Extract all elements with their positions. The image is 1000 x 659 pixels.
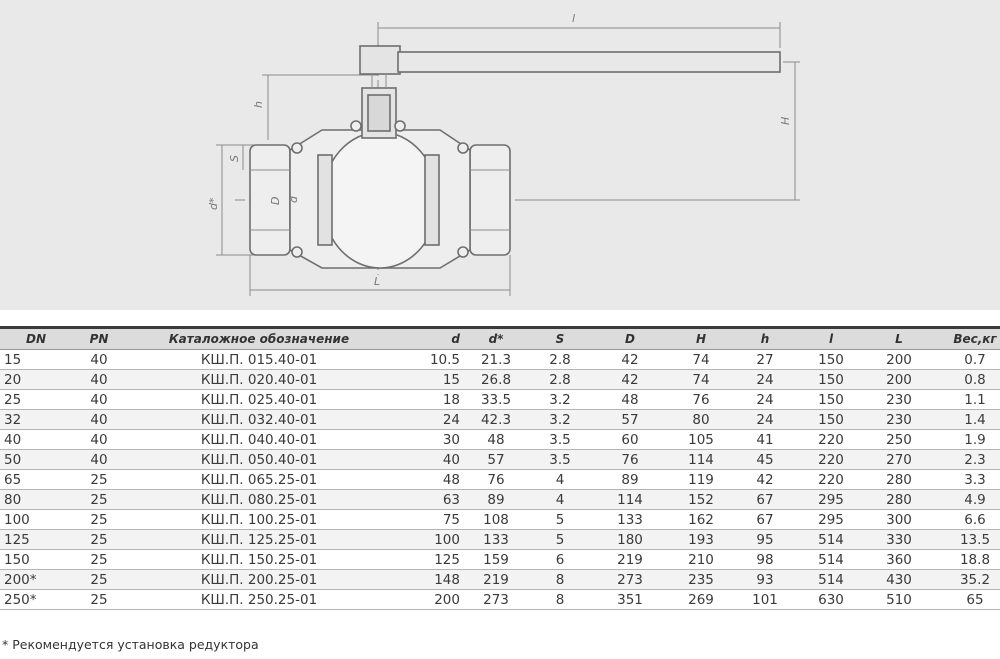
col-header-L: L — [868, 328, 930, 350]
cell-d-star: 108 — [466, 510, 526, 530]
cell-s: 3.2 — [526, 390, 594, 410]
cell-h: 67 — [736, 490, 794, 510]
cell-dn: 150 — [0, 550, 68, 570]
label-l-top: l — [572, 12, 576, 25]
cell-D: 48 — [594, 390, 666, 410]
table-row — [0, 450, 1000, 470]
cell-catalog: КШ.П. 150.25-01 — [130, 550, 388, 570]
valve-technical-drawing — [0, 0, 1000, 310]
cell-weight: 0.7 — [930, 350, 1000, 370]
cell-H: 105 — [666, 430, 736, 450]
cell-dn: 125 — [0, 530, 68, 550]
cell-pn: 40 — [68, 430, 130, 450]
label-d-star: d* — [207, 197, 220, 210]
handle-hub — [360, 46, 400, 74]
cell-weight: 1.4 — [930, 410, 1000, 430]
cell-h: 24 — [736, 390, 794, 410]
cell-weight: 4.9 — [930, 490, 1000, 510]
col-header-pn: PN — [68, 328, 130, 350]
cell-H: 80 — [666, 410, 736, 430]
body-lug-left — [351, 121, 361, 131]
cell-D: 42 — [594, 370, 666, 390]
col-header-H: H — [666, 328, 736, 350]
label-D: D — [269, 196, 282, 205]
cell-catalog: КШ.П. 050.40-01 — [130, 450, 388, 470]
cell-catalog: КШ.П. 080.25-01 — [130, 490, 388, 510]
cell-D: 273 — [594, 570, 666, 590]
ball-valve-drawing — [0, 0, 1000, 310]
cell-catalog: КШ.П. 020.40-01 — [130, 370, 388, 390]
table-body — [0, 350, 1000, 610]
col-header-h: h — [736, 328, 794, 350]
cell-catalog: КШ.П. 040.40-01 — [130, 430, 388, 450]
cell-l: 514 — [794, 530, 868, 550]
cell-dn: 200* — [0, 570, 68, 590]
cell-H: 162 — [666, 510, 736, 530]
cell-d: 15 — [388, 370, 466, 390]
cell-weight: 6.6 — [930, 510, 1000, 530]
cell-d-star: 273 — [466, 590, 526, 610]
cell-pn: 25 — [68, 570, 130, 590]
valve-ball — [322, 132, 438, 268]
cell-h: 101 — [736, 590, 794, 610]
handle-lever — [398, 52, 780, 72]
cell-pn: 40 — [68, 390, 130, 410]
cell-weight: 65 — [930, 590, 1000, 610]
cell-d: 100 — [388, 530, 466, 550]
cell-dn: 65 — [0, 470, 68, 490]
table-row — [0, 530, 1000, 550]
cell-L: 200 — [868, 350, 930, 370]
cell-l: 295 — [794, 490, 868, 510]
cell-s: 6 — [526, 550, 594, 570]
cell-pn: 25 — [68, 590, 130, 610]
cell-H: 235 — [666, 570, 736, 590]
table-row — [0, 490, 1000, 510]
footnote: * Рекомендуется установка редуктора — [2, 637, 259, 652]
cell-catalog: КШ.П. 125.25-01 — [130, 530, 388, 550]
cell-s: 8 — [526, 590, 594, 610]
cell-h: 98 — [736, 550, 794, 570]
cell-D: 133 — [594, 510, 666, 530]
cell-H: 193 — [666, 530, 736, 550]
cell-d: 10.5 — [388, 350, 466, 370]
cell-d-star: 26.8 — [466, 370, 526, 390]
cell-L: 200 — [868, 370, 930, 390]
right-seat — [425, 155, 439, 245]
cell-l: 295 — [794, 510, 868, 530]
cell-d-star: 57 — [466, 450, 526, 470]
cell-L: 270 — [868, 450, 930, 470]
cell-s: 5 — [526, 510, 594, 530]
cell-h: 41 — [736, 430, 794, 450]
cell-d: 40 — [388, 450, 466, 470]
label-S: S — [228, 155, 241, 162]
table-row — [0, 470, 1000, 490]
cell-l: 220 — [794, 470, 868, 490]
cell-H: 152 — [666, 490, 736, 510]
cell-H: 74 — [666, 350, 736, 370]
cell-d-star: 133 — [466, 530, 526, 550]
cell-catalog: КШ.П. 025.40-01 — [130, 390, 388, 410]
cell-pn: 40 — [68, 410, 130, 430]
label-H: H — [779, 116, 792, 125]
table-row — [0, 430, 1000, 450]
cell-D: 60 — [594, 430, 666, 450]
cell-D: 42 — [594, 350, 666, 370]
col-header-d: d — [388, 328, 466, 350]
cell-h: 24 — [736, 410, 794, 430]
cell-d: 125 — [388, 550, 466, 570]
cell-d-star: 76 — [466, 470, 526, 490]
cell-dn: 80 — [0, 490, 68, 510]
table-row — [0, 510, 1000, 530]
col-header-weight: Вес,кг — [930, 328, 1000, 350]
cell-L: 430 — [868, 570, 930, 590]
cell-dn: 40 — [0, 430, 68, 450]
col-header-s: S — [526, 328, 594, 350]
cell-d: 30 — [388, 430, 466, 450]
cell-d: 48 — [388, 470, 466, 490]
col-header-catalog: Каталожное обозначение — [130, 328, 388, 350]
cell-catalog: КШ.П. 200.25-01 — [130, 570, 388, 590]
table-row — [0, 410, 1000, 430]
cell-H: 269 — [666, 590, 736, 610]
cell-s: 5 — [526, 530, 594, 550]
cell-pn: 25 — [68, 490, 130, 510]
label-h: h — [252, 101, 265, 108]
stem-packing — [368, 95, 390, 131]
cell-s: 4 — [526, 490, 594, 510]
cell-l: 150 — [794, 370, 868, 390]
cell-h: 45 — [736, 450, 794, 470]
valve-spec-table — [0, 326, 1000, 610]
cell-h: 95 — [736, 530, 794, 550]
table-row — [0, 350, 1000, 370]
table-row — [0, 570, 1000, 590]
cell-pn: 40 — [68, 450, 130, 470]
cell-l: 150 — [794, 410, 868, 430]
cell-weight: 35.2 — [930, 570, 1000, 590]
cell-d-star: 89 — [466, 490, 526, 510]
cell-weight: 13.5 — [930, 530, 1000, 550]
cell-d-star: 48 — [466, 430, 526, 450]
label-L: L — [374, 275, 381, 288]
cell-dn: 32 — [0, 410, 68, 430]
cell-D: 76 — [594, 450, 666, 470]
cell-s: 3.5 — [526, 430, 594, 450]
cell-d-star: 21.3 — [466, 350, 526, 370]
cell-weight: 18.8 — [930, 550, 1000, 570]
cell-s: 4 — [526, 470, 594, 490]
cell-L: 330 — [868, 530, 930, 550]
cell-s: 2.8 — [526, 370, 594, 390]
cell-pn: 25 — [68, 510, 130, 530]
body-lug-right — [395, 121, 405, 131]
cell-h: 42 — [736, 470, 794, 490]
cell-d-star: 159 — [466, 550, 526, 570]
cell-d: 200 — [388, 590, 466, 610]
cell-H: 76 — [666, 390, 736, 410]
cell-l: 514 — [794, 550, 868, 570]
cell-L: 230 — [868, 390, 930, 410]
cell-d: 63 — [388, 490, 466, 510]
cell-weight: 0.8 — [930, 370, 1000, 390]
cell-d: 18 — [388, 390, 466, 410]
cell-D: 114 — [594, 490, 666, 510]
cell-d: 24 — [388, 410, 466, 430]
cell-l: 150 — [794, 390, 868, 410]
cell-D: 89 — [594, 470, 666, 490]
cell-d-star: 42.3 — [466, 410, 526, 430]
cell-h: 24 — [736, 370, 794, 390]
cell-weight: 3.3 — [930, 470, 1000, 490]
cell-L: 280 — [868, 470, 930, 490]
cell-l: 220 — [794, 450, 868, 470]
table-header-row — [0, 328, 1000, 350]
cell-L: 300 — [868, 510, 930, 530]
cell-D: 219 — [594, 550, 666, 570]
col-header-d-star: d* — [466, 328, 526, 350]
cell-pn: 40 — [68, 370, 130, 390]
cell-weight: 2.3 — [930, 450, 1000, 470]
cell-D: 180 — [594, 530, 666, 550]
cell-catalog: КШ.П. 250.25-01 — [130, 590, 388, 610]
cell-H: 114 — [666, 450, 736, 470]
cell-d: 148 — [388, 570, 466, 590]
weld-lug-bl — [292, 247, 302, 257]
col-header-D: D — [594, 328, 666, 350]
cell-catalog: КШ.П. 015.40-01 — [130, 350, 388, 370]
cell-l: 150 — [794, 350, 868, 370]
cell-h: 93 — [736, 570, 794, 590]
cell-dn: 25 — [0, 390, 68, 410]
cell-L: 360 — [868, 550, 930, 570]
cell-l: 514 — [794, 570, 868, 590]
cell-s: 3.2 — [526, 410, 594, 430]
cell-h: 67 — [736, 510, 794, 530]
right-pipe-end — [470, 145, 510, 255]
cell-dn: 50 — [0, 450, 68, 470]
cell-s: 2.8 — [526, 350, 594, 370]
cell-s: 8 — [526, 570, 594, 590]
cell-dn: 20 — [0, 370, 68, 390]
cell-catalog: КШ.П. 100.25-01 — [130, 510, 388, 530]
left-seat — [318, 155, 332, 245]
cell-h: 27 — [736, 350, 794, 370]
cell-L: 280 — [868, 490, 930, 510]
cell-L: 230 — [868, 410, 930, 430]
cell-d: 75 — [388, 510, 466, 530]
cell-weight: 1.9 — [930, 430, 1000, 450]
cell-l: 630 — [794, 590, 868, 610]
label-d: d — [287, 196, 300, 203]
weld-lug-tl — [292, 143, 302, 153]
cell-catalog: КШ.П. 065.25-01 — [130, 470, 388, 490]
cell-H: 119 — [666, 470, 736, 490]
cell-pn: 25 — [68, 470, 130, 490]
cell-d-star: 219 — [466, 570, 526, 590]
cell-l: 220 — [794, 430, 868, 450]
table-row — [0, 550, 1000, 570]
cell-weight: 1.1 — [930, 390, 1000, 410]
col-header-dn: DN — [0, 328, 68, 350]
cell-pn: 25 — [68, 550, 130, 570]
cell-D: 351 — [594, 590, 666, 610]
cell-s: 3.5 — [526, 450, 594, 470]
cell-catalog: КШ.П. 032.40-01 — [130, 410, 388, 430]
col-header-l: l — [794, 328, 868, 350]
table-row — [0, 390, 1000, 410]
cell-H: 210 — [666, 550, 736, 570]
weld-lug-br — [458, 247, 468, 257]
cell-d-star: 33.5 — [466, 390, 526, 410]
cell-dn: 250* — [0, 590, 68, 610]
cell-L: 250 — [868, 430, 930, 450]
weld-lug-tr — [458, 143, 468, 153]
cell-dn: 15 — [0, 350, 68, 370]
table-row — [0, 370, 1000, 390]
cell-D: 57 — [594, 410, 666, 430]
cell-dn: 100 — [0, 510, 68, 530]
cell-H: 74 — [666, 370, 736, 390]
cell-L: 510 — [868, 590, 930, 610]
table-row — [0, 590, 1000, 610]
cell-pn: 40 — [68, 350, 130, 370]
cell-pn: 25 — [68, 530, 130, 550]
